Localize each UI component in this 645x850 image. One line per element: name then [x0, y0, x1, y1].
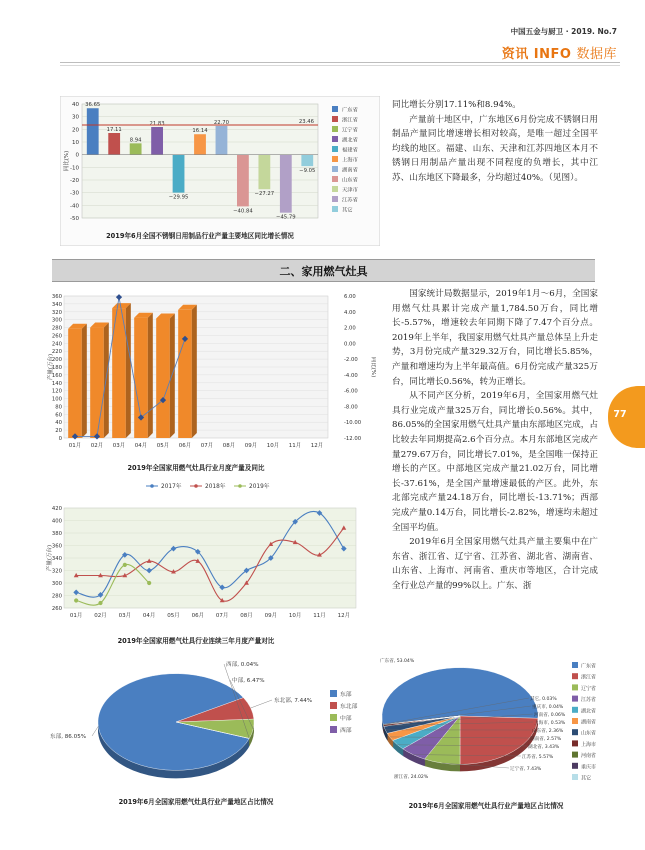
column-brand — [502, 43, 617, 62]
chart1-legend-label: 福建省 — [342, 147, 358, 154]
chart5-legend-swatch — [572, 673, 578, 679]
chart3-legend-marker — [238, 484, 242, 488]
chart2-bar-side — [148, 313, 153, 438]
chart3-title: 2019年全国家用燃气灶具行业连续三年月度产量对比 — [117, 637, 275, 645]
chart3-three-year-comparison — [46, 500, 376, 648]
chart3-x-tick-label: 07月 — [215, 613, 229, 619]
chart2-x-tick-label: 02月 — [90, 443, 104, 449]
chart1-data-label: 8.94 — [129, 137, 142, 144]
chart1-legend-label: 天津市 — [342, 187, 358, 194]
brand-database: 数据库 — [576, 47, 617, 62]
chart5-legend-swatch — [572, 752, 578, 758]
chart2-bar-side — [82, 324, 87, 438]
chart4-slice-label: 中部, 6.47% — [232, 678, 265, 684]
chart5-slice-label: 上海市, 0.53% — [534, 721, 566, 726]
chart3-point — [74, 598, 78, 602]
text-top — [392, 98, 598, 186]
chart1-legend-label: 其它 — [342, 207, 353, 214]
section-bar — [52, 259, 595, 282]
chart1-data-label: 36.65 — [85, 102, 101, 109]
chart4-leader-line — [92, 726, 98, 736]
chart1-bar-湖南省 — [216, 126, 228, 155]
chart2-bar-side — [192, 305, 197, 438]
chart2-x-tick-label: 04月 — [134, 443, 148, 449]
chart2-y-left-tick: 220 — [51, 349, 62, 356]
chart2-y-left-tick: 160 — [51, 372, 62, 379]
chart2-y-left-tick: 100 — [51, 396, 62, 403]
chart5-legend-label: 重庆市 — [581, 764, 597, 771]
chart1-bar-江苏省 — [280, 155, 292, 213]
chart3-y-axis-title: 产量(万台) — [47, 544, 53, 572]
chart4-slice-label: 东北部, 7.44% — [274, 698, 313, 704]
chart1-data-label: 17.11 — [106, 126, 122, 133]
chart3-y-tick-label: 400 — [51, 518, 62, 525]
chart2-y-left-tick: 120 — [51, 388, 62, 395]
chart2-y-left-tick: 320 — [51, 309, 62, 316]
chart3-point — [98, 601, 102, 605]
chart5-slice-label: 重庆市, 0.04% — [532, 705, 564, 710]
chart3-y-tick-label: 320 — [51, 568, 62, 575]
chart3-point — [147, 581, 151, 585]
text-main-paragraph-3: 2019年6月全国家用燃气灶具产量主要集中在广东省、浙江省、辽宁省、江苏省、湖北省、湖南省、山东省、上海市、河南省、重庆市等地区，合计完成全行业总产量的99%以上。广东、浙 — [392, 537, 598, 591]
chart2-y-right-tick: 6.00 — [344, 294, 356, 300]
chart3-x-tick-label: 08月 — [240, 613, 253, 619]
chart3-x-tick-label: 05月 — [167, 613, 180, 619]
chart1-reference-label: 23.46 — [298, 118, 314, 125]
chart3-y-tick-label: 300 — [51, 581, 62, 587]
chart2-bar-front — [68, 329, 82, 438]
chart2-y-left-tick: 80 — [55, 404, 62, 411]
chart1-legend-swatch — [332, 136, 338, 142]
chart1-bar-广东省 — [87, 108, 99, 154]
chart1-y-tick-label: -20 — [70, 178, 79, 184]
running-head: 中国五金与厨卫 · 2019. No.7 — [510, 27, 617, 36]
header-rule — [60, 62, 620, 63]
chart5-slice-label: 其它, 0.03% — [530, 697, 557, 702]
chart2-x-tick-label: 09月 — [244, 443, 258, 449]
chart1-data-label: −29.95 — [168, 194, 189, 201]
chart5-legend-label: 河南省 — [581, 753, 597, 760]
chart2-x-tick-label: 06月 — [178, 443, 192, 449]
chart2-y-left-tick: 200 — [51, 357, 62, 364]
chart5-slice-label: 湖北省, 3.43% — [528, 745, 560, 750]
chart2-bar-front — [156, 318, 170, 438]
chart1-bar-浙江省 — [108, 133, 120, 155]
chart5-legend-swatch — [572, 729, 578, 735]
chart2-y-right-tick: -12.00 — [344, 436, 362, 442]
chart1-bar-福建省 — [173, 155, 185, 193]
chart5-legend-label: 湖南省 — [581, 719, 597, 726]
chart2-y-right-tick: 4.00 — [344, 309, 356, 316]
chart1-y-tick-label: -50 — [70, 216, 79, 222]
chart3-y-tick-label: 340 — [51, 556, 62, 562]
chart1-y-tick-label: -40 — [70, 203, 79, 210]
text-main — [392, 287, 598, 593]
chart1-legend-swatch — [332, 206, 338, 212]
chart5-legend-swatch — [572, 696, 578, 702]
chart2-x-tick-label: 05月 — [156, 443, 170, 449]
chart4-leader-line — [251, 700, 272, 708]
chart2-y-left-tick: 40 — [55, 420, 62, 427]
chart3-y-tick-label: 360 — [51, 543, 62, 550]
chart2-y-left-tick: 20 — [55, 428, 62, 435]
chart5-legend-label: 湖北省 — [581, 708, 597, 715]
chart4-legend-label: 西部 — [340, 728, 352, 734]
chart2-x-tick-label: 10月 — [266, 443, 280, 449]
chart5-legend-label: 广东省 — [581, 663, 597, 670]
chart1-title: 2019年6月全国不锈钢日用制品行业产量主要地区同比增长情况 — [106, 232, 294, 240]
chart1-legend-swatch — [332, 166, 338, 172]
chart1-data-label: 16.14 — [192, 128, 208, 135]
chart2-x-tick-label: 03月 — [112, 443, 126, 449]
chart5-legend-swatch — [572, 662, 578, 668]
chart1-bar-上海市 — [194, 134, 206, 154]
chart5-slice-label: 浙江省, 24.02% — [394, 775, 429, 780]
chart3-y-tick-label: 380 — [51, 531, 62, 537]
chart4-legend-swatch — [330, 702, 337, 709]
chart1-bar-其它 — [301, 155, 313, 166]
chart2-y-left-tick: 240 — [51, 341, 62, 348]
chart1-legend-swatch — [332, 176, 338, 182]
chart2-x-tick-label: 11月 — [288, 443, 302, 449]
chart1-legend-swatch — [332, 126, 338, 132]
chart1-bar-山东省 — [237, 155, 249, 207]
chart5-legend-label: 山东省 — [581, 730, 597, 737]
chart5-legend-swatch — [572, 707, 578, 713]
chart1-data-label: −45.79 — [276, 214, 296, 221]
chart2-x-tick-label: 08月 — [222, 443, 236, 449]
chart4-legend-swatch — [330, 714, 337, 721]
chart5-legend-swatch — [572, 718, 578, 724]
chart3-y-tick-label: 280 — [51, 593, 62, 600]
chart1-bar-辽宁省 — [130, 143, 142, 154]
chart5-legend-label: 浙江省 — [581, 674, 597, 681]
chart3-legend-label: 2017年 — [161, 484, 182, 490]
chart2-y-left-tick: 60 — [55, 412, 62, 419]
chart1-legend-label: 湖南省 — [342, 167, 358, 174]
chart1-data-label: 21.83 — [149, 121, 165, 128]
chart1-legend-swatch — [332, 196, 338, 202]
chart5-legend-label: 其它 — [581, 775, 592, 782]
chart5-legend-swatch — [572, 684, 578, 690]
chart2-x-tick-label: 01月 — [68, 443, 82, 449]
chart3-x-tick-label: 01月 — [69, 613, 83, 619]
chart1-legend-label: 湖北省 — [342, 137, 358, 144]
chart2-y-left-tick: 340 — [51, 301, 62, 308]
chart2-bar-side — [170, 313, 175, 438]
chart3-point — [123, 563, 127, 567]
chart2-y-right-tick: -6.00 — [344, 388, 358, 395]
chart4-legend-label: 东部 — [340, 692, 352, 698]
chart2-y-left-tick: 140 — [51, 380, 62, 387]
chart5-slice-label: 河南省, 0.06% — [534, 713, 566, 718]
text-top-paragraph: 产量前十地区中，广东地区6月份完成不锈钢日用制品产量同比增速增长相对较高，是唯一超过全国平均线的地区。福建、山东、天津和江苏四地区本月不锈钢日用制品产量出现不同程度的负增长，其中江苏、山东地区下降最多，分均超过40%。（见图）。 — [392, 114, 598, 183]
chart2-y-left-tick: 0 — [58, 436, 62, 442]
chart3-y-tick-label: 420 — [51, 506, 62, 512]
chart3-x-tick-label: 11月 — [313, 613, 326, 619]
chart3-x-tick-label: 06月 — [191, 613, 205, 619]
chart1-legend-label: 广东省 — [342, 107, 358, 114]
chart5-slice-label: 湖南省, 2.57% — [530, 737, 562, 742]
chart1-y-tick-label: 0 — [75, 152, 79, 159]
chart3-x-tick-label: 03月 — [118, 613, 132, 619]
brand-info: 资讯 INFO — [501, 47, 577, 62]
chart2-y-right-title: 同比(%) — [370, 356, 376, 378]
text-main-paragraph-2: 从不同产区分析，2019年6月，全国家用燃气灶具行业完成产量325万台，同比增长0.56%。其中，86.05%的全国家用燃气灶具产量由东部地区完成，占比较去年同期提高2.6个百分点。本月东部地区完成产量279.67万台，同比增长7.01%，是全国唯一保持正增长的产区。中部地区完成产量21.02万台，同比增长-37.61%，是全国产量增速最低的产区。此外，东北部完成产量24.18万台，同比增长-13.71%；西部完成产量0.14万台，同比增长-2.82%，增速均未超过全国平均值。 — [392, 391, 598, 533]
chart1-legend-swatch — [332, 146, 338, 152]
chart1-y-tick-label: 30 — [72, 114, 79, 121]
chart2-y-right-tick: -10.00 — [344, 420, 362, 427]
section-title: 二、家用燃气灶具 — [279, 265, 368, 278]
chart2-bar-front — [90, 328, 104, 438]
chart2-y-right-tick: 0.00 — [344, 341, 356, 348]
chart1-legend-swatch — [332, 156, 338, 162]
chart4-legend-label: 中部 — [340, 716, 352, 722]
chart5-slice-label: 山东省, 2.36% — [532, 729, 564, 734]
chart1-data-label: −40.84 — [233, 208, 253, 215]
chart1-data-label: 22.70 — [213, 119, 230, 126]
chart2-y-right-tick: -4.00 — [344, 372, 358, 379]
chart3-legend-label: 2018年 — [205, 484, 226, 490]
header-rule-2 — [60, 65, 620, 66]
chart4-legend-swatch — [330, 726, 337, 733]
text-main-paragraph-1: 国家统计局数据显示，2019年1月～6月，全国家用燃气灶具累计完成产量1,784.50万台，同比增长-5.57%，增速较去年同期下降了7.47个百分点。2019年上半年，我国家用燃气灶具产量总体呈上升走势，3月份完成产量329.32万台，同比增长5.85%，产量和增速均为上半年最高值。6月份完成产量325万台，同比增长0.56%，转为正增长。 — [392, 289, 598, 387]
chart4-title: 2019年6月全国家用燃气灶具行业产量地区占比情况 — [118, 798, 274, 806]
chart3-legend-label: 2019年 — [249, 484, 270, 490]
chart3-x-tick-label: 02月 — [94, 613, 107, 619]
chart1-data-label: −9.05 — [299, 168, 316, 175]
chart4-legend-swatch — [330, 690, 337, 697]
chart1-legend-swatch — [332, 116, 338, 122]
chart2-y-right-tick: -8.00 — [344, 404, 358, 411]
chart2-x-tick-label: 07月 — [200, 443, 214, 449]
chart3-x-tick-label: 10月 — [288, 613, 302, 619]
page-number: 77 — [613, 409, 627, 420]
chart1-bar-湖北省 — [151, 127, 163, 155]
chart2-y-right-tick: 2.00 — [344, 325, 356, 332]
chart2-bar-front — [178, 310, 192, 438]
chart2-y-left-tick: 280 — [51, 325, 62, 332]
text-top-line-1: 同比增长分别17.11%和8.94%。 — [392, 100, 521, 110]
chart4-slice-label: 东部, 86.05% — [50, 734, 87, 740]
chart1-legend-label: 江苏省 — [342, 197, 358, 204]
chart3-legend-marker — [194, 484, 198, 488]
chart1-region-growth — [60, 96, 380, 246]
chart5-title: 2019年6月全国家用燃气灶具行业产量地区占比情况 — [408, 802, 564, 810]
chart1-bar-天津市 — [258, 155, 270, 190]
chart5-slice-label: 辽宁省, 7.43% — [510, 767, 542, 772]
chart2-y-right-tick: -2.00 — [344, 357, 358, 364]
chart4-legend-label: 东北部 — [340, 704, 358, 710]
chart2-bar-side — [126, 303, 131, 438]
chart5-legend-label: 上海市 — [581, 741, 597, 748]
chart1-data-label: −27.27 — [254, 191, 275, 198]
chart2-x-tick-label: 12月 — [310, 443, 324, 449]
chart4-region-share-pie — [46, 660, 376, 810]
chart2-y-left-tick: 360 — [51, 294, 62, 300]
chart1-legend-label: 浙江省 — [342, 117, 358, 124]
chart5-legend-swatch — [572, 763, 578, 769]
chart3-x-tick-label: 04月 — [142, 613, 156, 619]
chart2-y-left-tick: 260 — [51, 333, 62, 340]
chart3-y-tick-label: 260 — [51, 606, 62, 612]
chart1-y-axis-title: 同比(%) — [64, 150, 70, 172]
chart5-legend-label: 江苏省 — [581, 697, 597, 704]
chart1-y-tick-label: 20 — [72, 127, 79, 134]
chart1-legend-swatch — [332, 106, 338, 112]
chart1-legend-label: 辽宁省 — [342, 127, 358, 134]
chart5-legend-swatch — [572, 740, 578, 746]
chart1-y-tick-label: -30 — [70, 190, 79, 197]
chart2-y-left-title: 产量(万台) — [48, 353, 54, 381]
chart5-slice-label: 广东省, 53.04% — [380, 659, 415, 664]
chart2-monthly-output — [46, 288, 376, 498]
chart1-legend-label: 上海市 — [342, 157, 358, 164]
chart2-title: 2019年全国家用燃气灶具行业月度产量及同比 — [127, 464, 265, 472]
chart4-slice-label: 西部, 0.04% — [226, 662, 259, 668]
chart5-province-share-pie — [376, 654, 608, 814]
chart2-y-left-tick: 180 — [51, 365, 62, 371]
chart1-legend-label: 山东省 — [342, 177, 358, 184]
chart1-y-tick-label: 10 — [72, 140, 79, 146]
chart3-x-tick-label: 09月 — [264, 613, 278, 619]
chart1-y-tick-label: -10 — [70, 165, 79, 172]
chart1-legend-swatch — [332, 186, 338, 192]
chart5-slice-label: 江苏省, 5.57% — [522, 755, 554, 760]
chart5-legend-swatch — [572, 774, 578, 780]
chart3-x-tick-label: 12月 — [337, 613, 351, 619]
chart3-legend-marker — [150, 484, 154, 488]
chart1-y-tick-label: 40 — [72, 102, 79, 108]
chart5-legend-label: 辽宁省 — [581, 685, 597, 692]
chart2-y-left-tick: 300 — [51, 317, 62, 324]
